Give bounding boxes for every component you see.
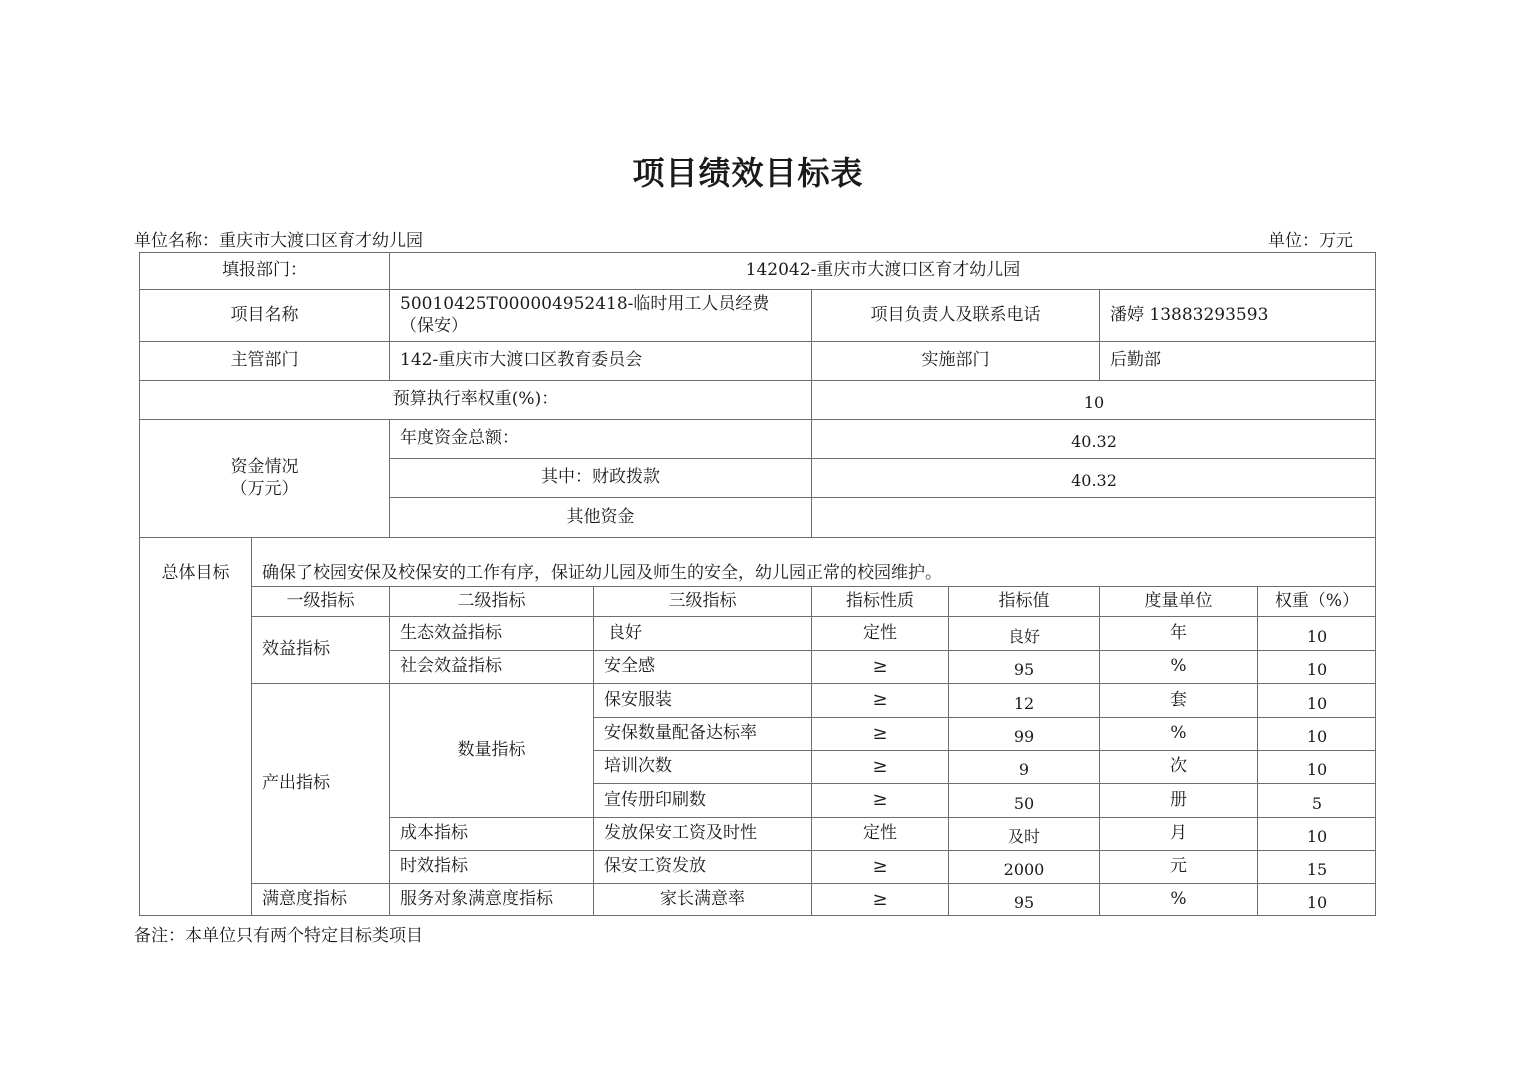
level3-cell: 家长满意率: [593, 883, 811, 916]
annual-total-label: 年度资金总额：: [389, 419, 811, 458]
unit-cell: 年: [1099, 616, 1257, 650]
indicator-blank-cell: [139, 586, 251, 916]
value-cell: 2000: [948, 850, 1099, 883]
level3-cell: 保安服装: [593, 683, 811, 717]
col-header-level1: 一级指标: [251, 586, 389, 616]
weight-cell: 10: [1257, 717, 1376, 750]
supervisor-label: 主管部门: [139, 341, 389, 380]
value-cell: 95: [948, 650, 1099, 683]
project-name-value: 50010425T000004952418-临时用工人员经费（保安）: [389, 289, 811, 341]
budget-rate-label: 预算执行率权重(%)：: [139, 380, 811, 419]
col-header-unit: 度量单位: [1099, 586, 1257, 616]
nature-cell: ≥: [811, 783, 948, 817]
nature-cell: 定性: [811, 616, 948, 650]
unit-cell: 套: [1099, 683, 1257, 717]
value-cell: 及时: [948, 817, 1099, 850]
nature-cell: ≥: [811, 883, 948, 916]
fiscal-label: 其中：财政拨款: [389, 458, 811, 497]
dept-value: 142042-重庆市大渡口区育才幼儿园: [389, 252, 1376, 289]
other-funds-value: [811, 497, 1376, 537]
value-cell: 良好: [948, 616, 1099, 650]
supervisor-value: 142-重庆市大渡口区教育委员会: [389, 341, 811, 380]
weight-cell: 15: [1257, 850, 1376, 883]
overall-goal-value: 确保了校园安保及校保安的工作有序，保证幼儿园及师生的安全，幼儿园正常的校园维护。: [251, 537, 1376, 586]
annual-total-value: 40.32: [811, 419, 1376, 458]
level2-cost: 成本指标: [389, 817, 593, 850]
unit-cell: %: [1099, 717, 1257, 750]
unit-cell: %: [1099, 883, 1257, 916]
unit-cell: 次: [1099, 750, 1257, 783]
weight-cell: 10: [1257, 616, 1376, 650]
col-header-value: 指标值: [948, 586, 1099, 616]
level2-ecology: 生态效益指标: [389, 616, 593, 650]
owner-label: 项目负责人及联系电话: [811, 289, 1099, 341]
value-cell: 50: [948, 783, 1099, 817]
weight-cell: 10: [1257, 650, 1376, 683]
table-border-left: [139, 252, 140, 916]
level1-output: 产出指标: [251, 683, 389, 883]
col-header-nature: 指标性质: [811, 586, 948, 616]
level3-cell: 发放保安工资及时性: [593, 817, 811, 850]
impl-label: 实施部门: [811, 341, 1099, 380]
unit-name: 单位名称：重庆市大渡口区育才幼儿园: [134, 231, 423, 251]
level3-cell: 安保数量配备达标率: [593, 717, 811, 750]
level3-cell: 保安工资发放: [593, 850, 811, 883]
weight-cell: 10: [1257, 817, 1376, 850]
overall-goal-label: 总体目标: [139, 537, 251, 586]
currency-unit: 单位：万元: [1268, 231, 1353, 251]
page-title: 项目绩效目标表: [632, 154, 864, 192]
nature-cell: ≥: [811, 683, 948, 717]
value-cell: 95: [948, 883, 1099, 916]
level3-cell: 培训次数: [593, 750, 811, 783]
col-header-level3: 三级指标: [593, 586, 811, 616]
col-header-weight: 权重（%）: [1257, 586, 1376, 616]
table-border-right: [1375, 252, 1376, 916]
level2-timeliness: 时效指标: [389, 850, 593, 883]
budget-rate-value: 10: [811, 380, 1376, 419]
project-name-label: 项目名称: [139, 289, 389, 341]
level2-social: 社会效益指标: [389, 650, 593, 683]
col-header-level2: 二级指标: [389, 586, 593, 616]
value-cell: 12: [948, 683, 1099, 717]
unit-cell: 册: [1099, 783, 1257, 817]
unit-cell: %: [1099, 650, 1257, 683]
dept-label: 填报部门：: [139, 252, 389, 289]
nature-cell: 定性: [811, 817, 948, 850]
level1-benefit: 效益指标: [251, 616, 389, 683]
level2-quantity: 数量指标: [389, 683, 593, 817]
other-funds-label: 其他资金: [389, 497, 811, 537]
level3-cell: 宣传册印刷数: [593, 783, 811, 817]
weight-cell: 10: [1257, 883, 1376, 916]
unit-cell: 月: [1099, 817, 1257, 850]
level2-service-satisfaction: 服务对象满意度指标: [389, 883, 593, 916]
fiscal-value: 40.32: [811, 458, 1376, 497]
footnote: 备注：本单位只有两个特定目标类项目: [134, 926, 423, 946]
level3-cell: 安全感: [593, 650, 811, 683]
weight-cell: 5: [1257, 783, 1376, 817]
weight-cell: 10: [1257, 750, 1376, 783]
value-cell: 9: [948, 750, 1099, 783]
impl-value: 后勤部: [1099, 341, 1376, 380]
level1-satisfaction: 满意度指标: [251, 883, 389, 916]
unit-cell: 元: [1099, 850, 1257, 883]
owner-value: 潘婷 13883293593: [1099, 289, 1376, 341]
nature-cell: ≥: [811, 850, 948, 883]
weight-cell: 10: [1257, 683, 1376, 717]
nature-cell: ≥: [811, 717, 948, 750]
value-cell: 99: [948, 717, 1099, 750]
nature-cell: ≥: [811, 750, 948, 783]
level3-cell: 良好: [593, 616, 811, 650]
funds-label: 资金情况 （万元）: [139, 419, 389, 537]
table-border-bottom: [139, 915, 1376, 916]
nature-cell: ≥: [811, 650, 948, 683]
